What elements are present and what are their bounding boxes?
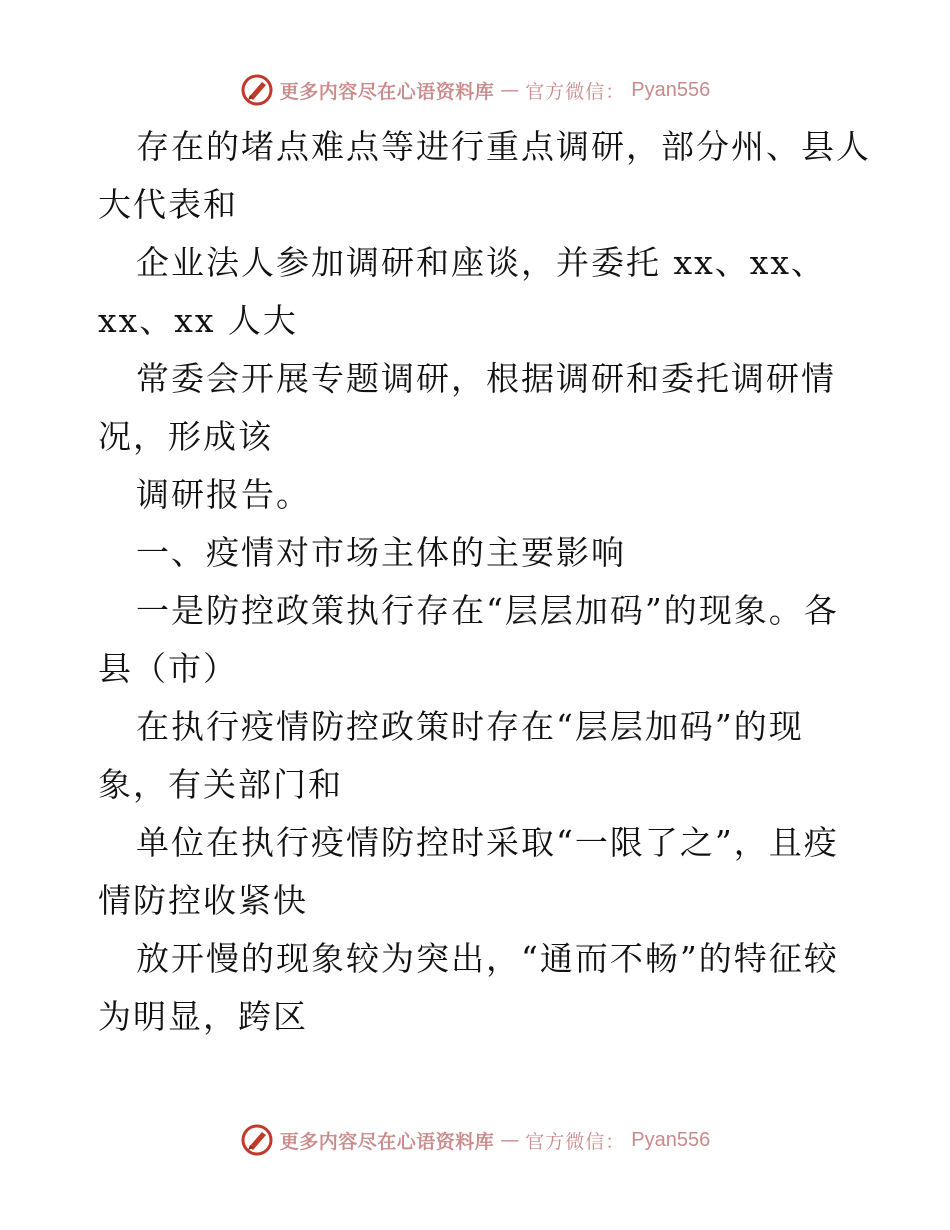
text-line: 况，形成该 [98, 417, 273, 456]
text-line: 一、疫情对市场主体的主要影响 [136, 533, 626, 572]
text-line: xx、xx 人大 [98, 301, 298, 340]
text-line: 在执行疫情防控政策时存在“层层加码”的现 [136, 707, 804, 746]
logo-icon [240, 1123, 274, 1157]
text-line: 大代表和 [98, 185, 238, 224]
banner-label: 官方微信： [525, 80, 626, 103]
banner-wechat-id: Pyan556 [631, 78, 711, 101]
text-line: 为明显，跨区 [98, 997, 308, 1036]
document-body [98, 118, 871, 1046]
text-line: 调研报告。 [136, 475, 311, 514]
logo-icon [240, 73, 274, 107]
banner-text: 更多内容尽在心语资料库 [279, 1130, 495, 1153]
text-line: 情防控收紧快 [98, 881, 308, 920]
text-line: 象，有关部门和 [98, 765, 343, 804]
banner-label: 官方微信： [525, 1130, 626, 1153]
text-line: 县（市） [98, 649, 238, 688]
text-line: 存在的堵点难点等进行重点调研，部分州、县人 [136, 127, 871, 166]
footer-banner [0, 1120, 950, 1160]
text-line: 放开慢的现象较为突出，“通而不畅”的特征较 [136, 939, 839, 978]
text-line: 企业法人参加调研和座谈，并委托 xx、xx、 [136, 243, 826, 282]
banner-text: 更多内容尽在心语资料库 [279, 80, 495, 103]
text-line: 常委会开展专题调研，根据调研和委托调研情 [136, 359, 836, 398]
text-line: 单位在执行疫情防控时采取“一限了之”，且疫 [136, 823, 839, 862]
banner-dash: — [500, 1129, 520, 1151]
banner-wechat-id: Pyan556 [631, 1128, 711, 1151]
banner-dash: — [500, 79, 520, 101]
header-banner [0, 70, 950, 110]
text-line: 一是防控政策执行存在“层层加码”的现象。各 [136, 591, 839, 630]
